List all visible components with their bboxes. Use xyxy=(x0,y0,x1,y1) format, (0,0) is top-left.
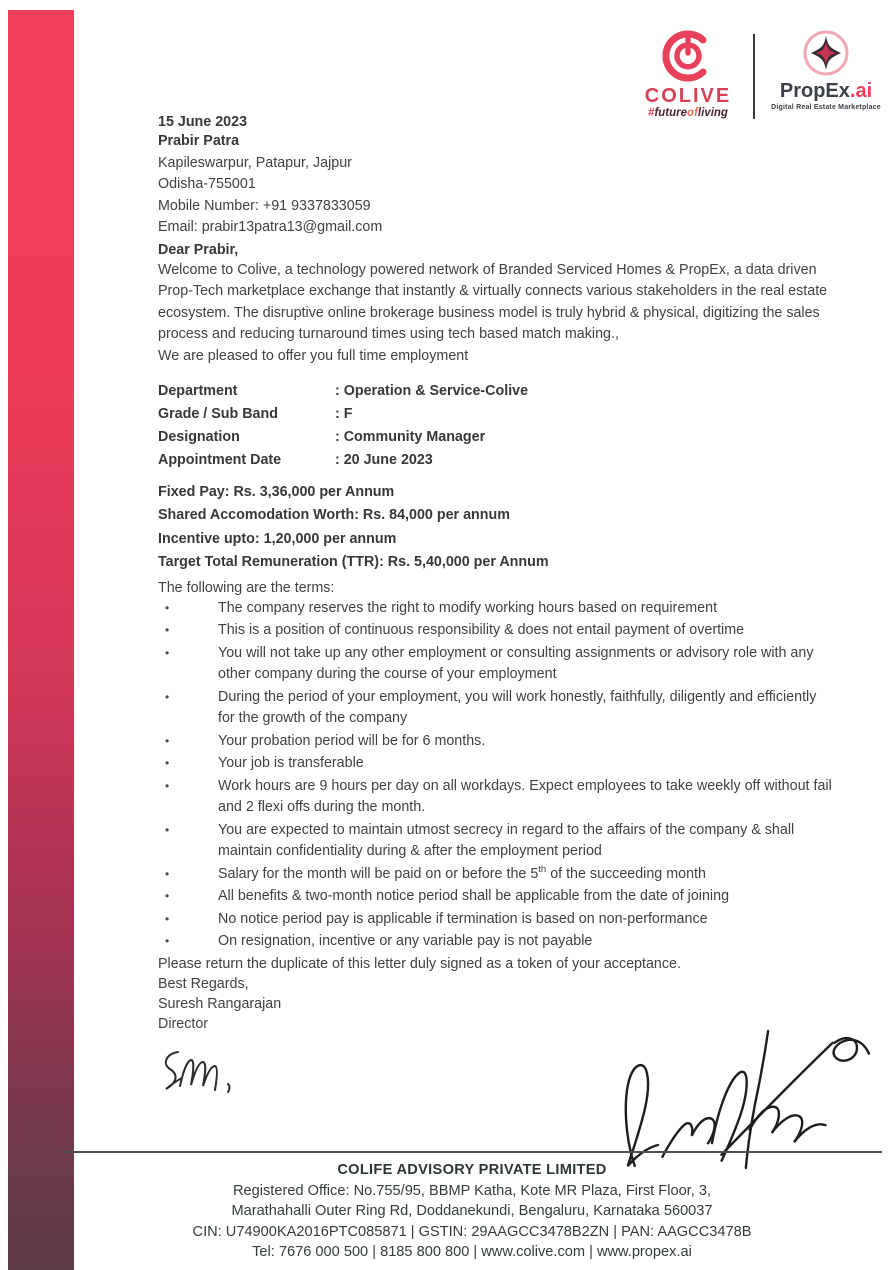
colive-wordmark: COLIVE xyxy=(644,85,732,107)
term-item: • The company reserves the right to modify working hours based on requirement xyxy=(158,598,834,620)
detail-label: Designation xyxy=(158,428,240,445)
ttr-line: Target Total Remuneration (TTR): Rs. 5,40,000 per Annum xyxy=(158,554,549,571)
fixed-pay-line: Fixed Pay: Rs. 3,36,000 per Annum xyxy=(158,483,395,500)
propex-star-icon xyxy=(801,28,851,78)
detail-label: Appointment Date xyxy=(158,451,282,468)
footer-contact-line: Tel: 7676 000 500 | 8185 800 800 | www.colive.com | www.propex.ai xyxy=(252,1244,692,1260)
recipient-mobile: Mobile Number: +91 9337833059 xyxy=(158,197,371,214)
detail-row-appointment-date xyxy=(158,452,834,469)
detail-value: : F xyxy=(335,405,353,422)
bullet-icon: • xyxy=(165,689,170,704)
term-item: • During the period of your employment, you will work honestly, faithfully, diligently and efficiently for the growth of the company xyxy=(158,687,834,730)
letter-date: 15 June 2023 xyxy=(158,114,248,130)
detail-row-designation xyxy=(158,429,834,446)
footer-company-name: COLIFE ADVISORY PRIVATE LIMITED xyxy=(337,1162,607,1178)
bullet-icon: • xyxy=(165,911,170,926)
term-item: • On resignation, incentive or any variable pay is not payable xyxy=(158,931,834,953)
term-item: • All benefits & two-month notice period shall be applicable from the date of joining xyxy=(158,886,834,908)
term-item: • Work hours are 9 hours per day on all workdays. Expect employees to take weekly off without fail and 2 flexi offs during the month. xyxy=(158,776,834,819)
detail-row-grade xyxy=(158,406,834,423)
term-item: • You will not take up any other employment or consulting assignments or advisory role with any other company during the course of your employment xyxy=(158,643,834,686)
tagline-of: of xyxy=(687,107,698,119)
tagline-hash: # xyxy=(648,107,655,119)
tagline-future: future xyxy=(654,107,688,119)
recipient-address-line2: Odisha-755001 xyxy=(158,176,256,193)
accommodation-line: Shared Accomodation Worth: Rs. 84,000 per annum xyxy=(158,507,510,524)
detail-value: : Operation & Service-Colive xyxy=(335,382,529,399)
employment-details xyxy=(158,383,834,469)
left-accent-band xyxy=(8,10,74,1270)
colive-logo xyxy=(633,28,743,121)
ordinal-superscript: th xyxy=(538,863,547,875)
colive-power-icon xyxy=(659,28,717,84)
recipient-name: Prabir Patra xyxy=(158,133,240,150)
terms-list xyxy=(158,598,834,953)
logo-divider xyxy=(753,34,755,119)
detail-value: : Community Manager xyxy=(335,428,486,445)
detail-value: : 20 June 2023 xyxy=(335,451,433,468)
recipient-block xyxy=(158,132,834,238)
bullet-icon: • xyxy=(165,733,170,748)
propex-logo xyxy=(767,28,885,111)
recipient-email: Email: prabir13patra13@gmail.com xyxy=(158,219,383,236)
term-item: • You are expected to maintain utmost secrecy in regard to the affairs of the company & shall maintain confidentiality during & after the employment period xyxy=(158,820,834,863)
detail-label: Department xyxy=(158,382,238,399)
letter-footer xyxy=(62,1151,882,1263)
propex-tagline: Digital Real Estate Marketplace xyxy=(771,104,881,111)
offer-line: We are pleased to offer you full time employment xyxy=(158,347,469,364)
terms-heading: The following are the terms: xyxy=(158,579,335,596)
brand-header xyxy=(633,28,885,121)
tagline-living: living xyxy=(697,107,728,119)
term-item-salary: • Salary for the month will be paid on or before the 5th of the succeeding month xyxy=(158,864,834,886)
term-item: • No notice period pay is applicable if termination is based on non-performance xyxy=(158,909,834,931)
detail-label: Grade / Sub Band xyxy=(158,405,278,422)
signatory-name: Suresh Rangarajan xyxy=(158,995,282,1012)
propex-suffix: .ai xyxy=(849,80,873,102)
footer-registration-line: CIN: U74900KA2016PTC085871 | GSTIN: 29AAGCC3478B2ZN | PAN: AAGCC3478B xyxy=(192,1223,752,1240)
salutation: Dear Prabir, xyxy=(158,241,239,258)
recipient-address-line1: Kapileswarpur, Patapur, Jajpur xyxy=(158,154,352,171)
director-signature xyxy=(156,1044,240,1096)
bullet-icon: • xyxy=(165,866,170,881)
bullet-icon: • xyxy=(165,889,170,904)
intro-paragraph: Welcome to Colive, a technology powered network of Branded Serviced Homes & PropEx, a data driven Prop-Tech marketplace exchange that instantly & virtually connects various stakeholders in the real estate ecosystem. The disruptive online brokerage business model is truly hybrid & physical, digitizing the sales process and reducing turnaround times using tech based match making., xyxy=(158,261,828,343)
bullet-icon: • xyxy=(165,645,170,660)
bullet-icon: • xyxy=(165,934,170,949)
signatory-title: Director xyxy=(158,1015,209,1032)
term-item: • Your job is transferable xyxy=(158,753,834,775)
closing-line: Please return the duplicate of this letter duly signed as a token of your acceptance. xyxy=(158,955,681,972)
footer-address-line1: Registered Office: No.755/95, BBMP Katha, Kote MR Plaza, First Floor, 3, xyxy=(232,1182,712,1199)
bullet-icon: • xyxy=(165,822,170,837)
term-item: • Your probation period will be for 6 months. xyxy=(158,731,834,753)
letter-body xyxy=(158,112,834,1034)
propex-name: PropEx xyxy=(779,80,850,102)
applicant-signature xyxy=(595,997,889,1175)
bullet-icon: • xyxy=(165,600,170,615)
bullet-icon: • xyxy=(165,778,170,793)
detail-row-department xyxy=(158,383,834,400)
regards-line: Best Regards, xyxy=(158,975,249,992)
propex-wordmark xyxy=(767,81,885,101)
footer-address-line2: Marathahalli Outer Ring Rd, Doddanekundi, Bengaluru, Karnataka 560037 xyxy=(231,1203,713,1219)
bullet-icon: • xyxy=(165,623,170,638)
compensation-block xyxy=(158,484,834,572)
bullet-icon: • xyxy=(165,756,170,771)
incentive-line: Incentive upto: 1,20,000 per annum xyxy=(158,530,397,547)
term-item: • This is a position of continuous responsibility & does not entail payment of overtime xyxy=(158,620,834,642)
